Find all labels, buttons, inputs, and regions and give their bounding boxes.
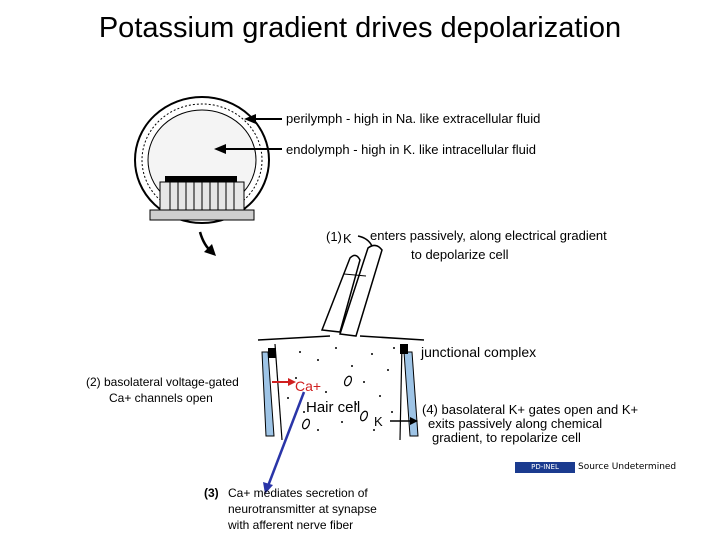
endolymph-label: endolymph - high in K. like intracellular fluid (286, 142, 537, 157)
step2-text-line2: Ca+ channels open (109, 391, 213, 405)
step3-text-line1: Ca+ mediates secretion of (228, 486, 368, 500)
source-credit: Source Undetermined (578, 462, 677, 472)
step1-ion: K (343, 231, 352, 246)
cochlear-duct (135, 97, 269, 223)
k-ion-label: K (374, 414, 383, 429)
perilymph-label: perilymph - high in Na. like extracellular fluid (286, 111, 541, 126)
step2-text-line1: (2) basolateral voltage-gated (86, 375, 239, 389)
page-title: Potassium gradient drives depolarization (98, 12, 622, 44)
junctional-complex-label: junctional complex (421, 344, 537, 360)
step3-text-line3: with afferent nerve fiber (228, 518, 354, 532)
step4-text-line3: gradient, to repolarize cell (432, 430, 581, 445)
step3-text-line2: neurotransmitter at synapse (228, 502, 377, 516)
hair-cell-label: Hair cell (306, 399, 361, 416)
step4-text-line2: exits passively along chemical (428, 416, 603, 431)
step1-text-line1: enters passively, along electrical gradient (370, 228, 607, 243)
license-logo: PD-INEL (515, 462, 575, 473)
step1-number: (1) (326, 229, 342, 244)
step3-number: (3) (204, 486, 219, 500)
step1-text-line2: to depolarize cell (411, 247, 509, 262)
stereocilia (322, 245, 382, 336)
ca-ion-label: Ca+ (295, 378, 322, 394)
step4-text-line1: (4) basolateral K+ gates open and K+ (422, 402, 639, 417)
